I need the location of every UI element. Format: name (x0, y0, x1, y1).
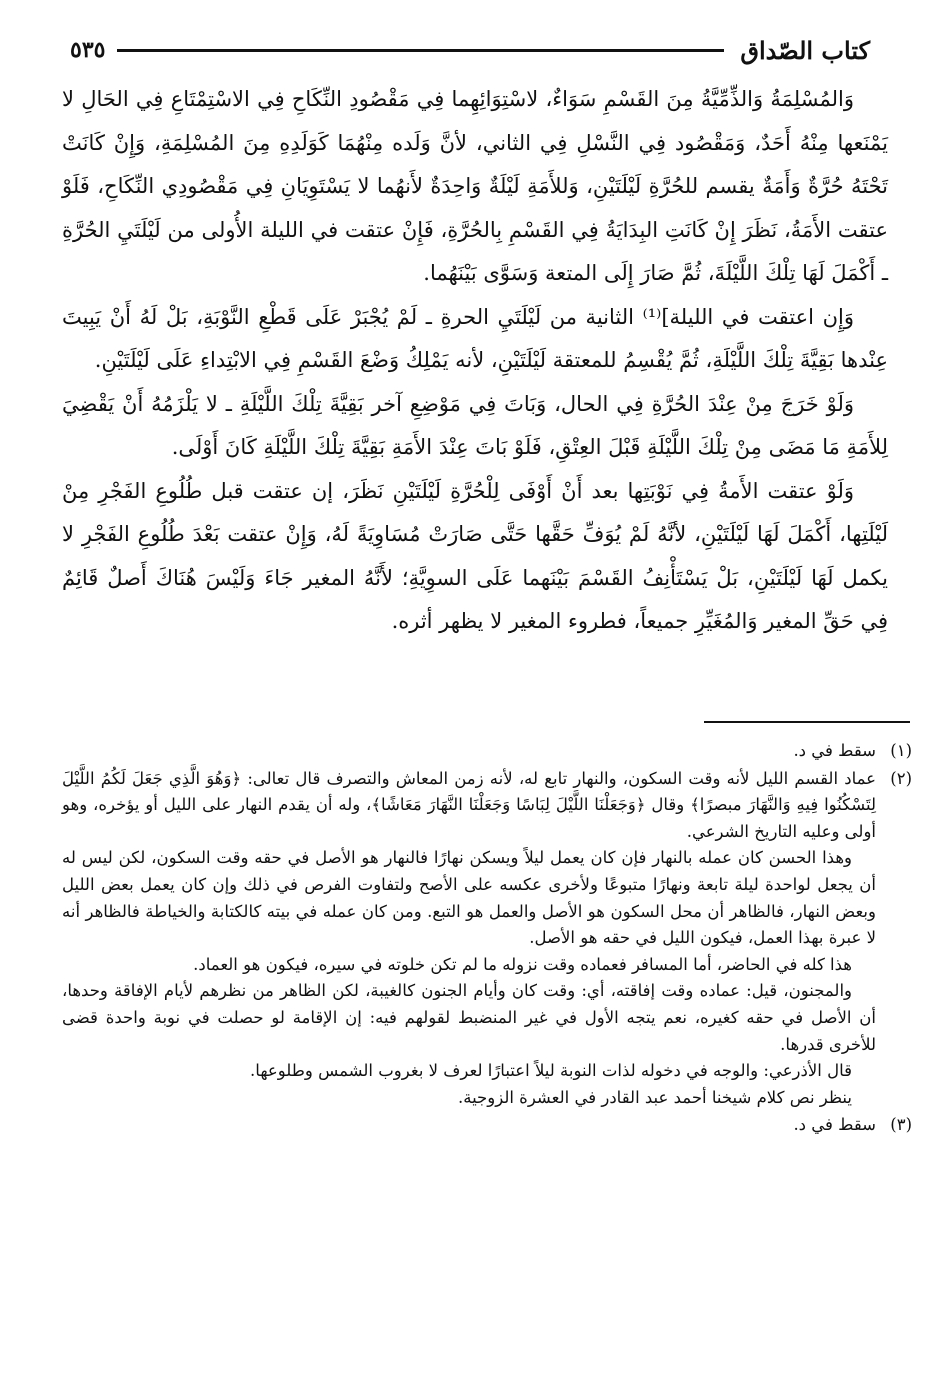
footnote-3 (62, 1112, 912, 1139)
footnote-text: هذا كله في الحاضر، أما المسافر فعماده وقت نزوله ما لم تكن خلوته في سيره، فيكون هو العماد. (193, 954, 852, 974)
footnote-text: سقط في د. (793, 1115, 876, 1135)
page-number: ٥٣٥ (70, 37, 106, 63)
footnote-text: وهذا الحسن كان عمله بالنهار فإن كان يعمل ليلاً ويسكن نهارًا فالنهار هو الأصل في حقه وقت السكون، لكن ليس له أن يجعل لواحدة ليلة تابعة ونهارًا متبوعًا ولأخرى عكسه على الأصح ولتفاوت الفرص في ذلك وإن كان يعمل بعض الليل وبعض النهار، فالظاهر أن محل السكون هو الأصل والعمل هو التبع. ومن كان عمله في بيته كالكتابة والخياطة فالظاهر أنه لا عبرة بهذا العمل، فيكون الليل في حقه هو الأصل. (62, 848, 876, 948)
footnote-text: ينظر نص كلام شيخنا أحمد عبد القادر في العشرة الزوجية. (457, 1087, 852, 1107)
body-paragraph: وَلَوْ خَرَجَ مِنْ عِنْدَ الحُرَّةِ فِي الحال، وَبَاتَ فِي مَوْضِعِ آخر بَقِيَّةَ تِلْكَ اللَّيْلَةِ ـ لا يَلْزَمُهُ أَنْ يَقْضِيَ لِلأَمَةِ مَا مَضَى مِنْ تِلْكَ اللَّيْلَةِ قَبْلَ العِتْقِ، فَلَوْ بَاتَ عِنْدَ الأَمَةِ بَقِيَّةَ تِلْكَ اللَّيْلَةِ كَانَ أَوْلَى. (62, 391, 888, 459)
footnote-body (62, 738, 876, 765)
footnote-number: (١) (890, 741, 912, 760)
footnote-text: سقط في د. (793, 741, 876, 760)
body-paragraph: وَإِن اعتقت في الليلة]⁽¹⁾ الثانية من لَيْلَتَيِ الحرةِ ـ لَمْ يُجْبَرْ عَلَى قَطْعِ النَّوْبَةِ، بَلْ لَهُ أَنْ يَبِيتَ عِنْدها بَقِيَّةَ تِلْكَ اللَّيْلَةِ، ثُمَّ يُقْسِمُ للمعتقة لَيْلَتَيْنِ، لأنه يَمْلِكُ وَضْعَ القَسْمِ فِي الابْتِداءِ عَلَى لَيْلَتَيْنِ. (62, 304, 888, 372)
footnote-text: قال الأذرعي: والوجه في دخوله لذات النوبة ليلاً اعتبارًا لعرف لا بغروب الشمس وطلوعها. (250, 1061, 852, 1081)
footnote-text: عماد القسم الليل لأنه وقت السكون، والنهار تابع له، لأنه زمن المعاش والتصرف قال تعالى: ﴿وَهُوَ الَّذِي جَعَلَ لَكُمُ اللَّيْلَ لِتَسْكُنُوا فِيهِ وَالنَّهَارَ مبصرًا﴾ وقال ﴿وَجَعَلْنَا اللَّيْلَ لِبَاسًا وَجَعَلْنَا النَّهَارَ مَعَاشًا﴾، وله أن يقدم النهار على الليل أو يؤخره، وهو أولى وعليه التاريخ الشرعي. (62, 768, 876, 841)
body-paragraph: وَالمُسْلِمَةُ وَالذِّمِّيَّةُ مِنَ القَسْمِ سَوَاءٌ، لاسْتِوَائِهِما فِي مَقْصُودِ النِّكَاحِ فِي الاسْتِمْتَاعِ فِي الحَالِ لا يَمْنَعها مِنْهُ أَحَدٌ، وَمَقْصُود فِي النَّسْلِ فِي الثاني، لأنَّ وَلَده مِنْهُمَا كَوَلَدِهِ مِنَ المُسْلِمَةِ، وَإِنْ كَانَتْ تَحْتَهُ حُرَّةٌ وَأَمَةٌ يقسم للحُرَّةِ لَيْلَتَيْنِ، وَللأَمَةِ لَيْلَةٌ وَاحِدَةٌ لأَنهُما لا يَسْتَوِيَانِ فِي مَقْصُودِي النِّكَاحِ، فَلَوْ عتقت الأَمَةُ، نَظَرَ إِنْ كَانَتِ البِدَايَةُ فِي القَسْمِ بِالحُرَّةِ، فَإِنْ عتقت في الليلة الأُولى من لَيْلَتَيِ الحُرَّةِ ـ أَكْمَلَ لَهَا تِلْكَ اللَّيْلَةَ، ثُمَّ صَارَ إِلَى المتعة وَسَوَّى بَيْنَهُما. (62, 87, 888, 285)
footnote-text: والمجنون، قيل: عماده وقت إفاقته، أي: وقت كان وأيام الجنون كالغيبة، لكن الظاهر من نظرهم لأيام الإفاقة وحدها، أن الأصل في حقه كغيره، نعم يتجه الأول في غير المنضبط لقولهم فيه: إن الإقامة لو حصلت في نوبة واحدة قضى للأخرى قدرها. (62, 981, 876, 1054)
footnotes (62, 738, 912, 1140)
running-title: كتاب الصّداق (740, 35, 870, 65)
footnote-separator (704, 721, 910, 723)
footnote-body (62, 1112, 876, 1139)
main-text (62, 78, 888, 644)
header-rule (117, 49, 724, 52)
page-header (70, 30, 870, 70)
footnote-body (62, 766, 876, 1112)
footnote-number: (٢) (890, 768, 912, 788)
footnote-number: (٣) (890, 1115, 912, 1135)
footnote-1 (62, 738, 912, 765)
footnote-2 (62, 766, 912, 1112)
body-paragraph: وَلَوْ عتقت الأَمةُ فِي نَوْبَتِها بعد أَنْ أَوْفَى لِلْحُرَّةِ لَيْلَتَيْنِ نَظَرَ، إن عتقت قبل طُلُوعِ الفَجْرِ مِنْ لَيْلَتِها، أَكْمَلَ لَهَا لَيْلَتَيْنِ، لأنَّهُ لَمْ يُوَفِّ حَقَّها حَتَّى صَارَتْ مُسَاوِيَةً لَهُ، وَإِنْ عتقت بَعْدَ طُلُوعِ الفَجْرِ لا يكمل لَهَا لَيْلَتَيْنِ، بَلْ يَسْتَأْنِفُ القَسْمَ بَيْنَهما عَلَى السوِيَّةِ؛ لأَنَّهُ المغير جَاءَ وَلَيْسَ هُنَاكَ أَصلٌ قَائِمٌ فِي حَقِّ المغير وَالمُغَيِّرِ جميعاً، فطروء المغير لا يظهر أثره. (62, 478, 888, 633)
